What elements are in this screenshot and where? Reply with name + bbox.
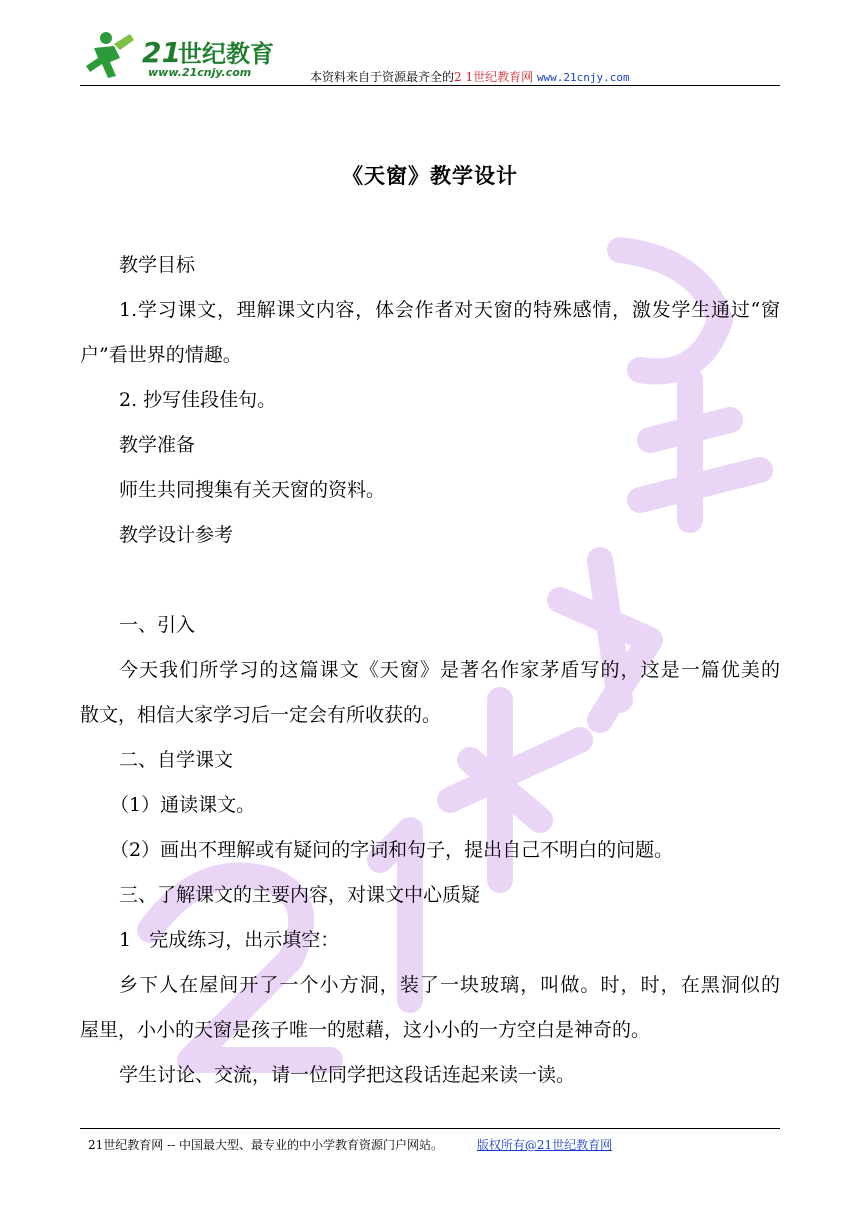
page-title: 《天窗》教学设计 xyxy=(342,164,518,188)
copyright-link[interactable]: 版权所有@21世纪教育网 xyxy=(476,1138,613,1152)
paragraph-line: 屋里，小小的天窗是孩子唯一的慰藉，这小小的一方空白是神奇的。 xyxy=(80,1019,651,1041)
paragraph-line: 1.学习课文，理解课文内容，体会作者对天窗的特殊感情，激发学生通过“窗 xyxy=(119,299,780,321)
header-brand: 2 1世纪教育网 xyxy=(454,70,534,84)
page-header xyxy=(80,28,780,88)
heading-design-reference: 教学设计参考 xyxy=(119,524,234,546)
paragraph-line: 1 完成练习，出示填空： xyxy=(119,929,340,951)
paragraph-line: 户”看世界的情趣。 xyxy=(80,344,242,366)
heading-teaching-prep: 教学准备 xyxy=(119,434,196,456)
header-source-note xyxy=(310,68,630,85)
paragraph-line: 散文，相信大家学习后一定会有所收获的。 xyxy=(80,704,442,726)
header-note-prefix: 本资料来自于资源最齐全的 xyxy=(310,70,455,84)
paragraph-line: 今天我们所学习的这篇课文《天窗》是著名作家茅盾写的，这是一篇优美的 xyxy=(119,659,780,681)
paragraph-line: 2. 抄写佳段佳句。 xyxy=(119,389,277,411)
section-heading: 一、引入 xyxy=(119,614,196,636)
footer-divider xyxy=(80,1128,780,1129)
page-footer xyxy=(88,1136,612,1153)
svg-text:21: 21 xyxy=(142,36,181,69)
header-divider xyxy=(80,85,780,86)
header-url-link[interactable]: www.21cnjy.com xyxy=(536,71,630,84)
list-item: （2）画出不理解或有疑问的字词和句子，提出自己不明白的问题。 xyxy=(110,839,674,861)
footer-text: 21世纪教育网 -- 中国最大型、最专业的中小学教育资源门户网站。 xyxy=(88,1138,444,1152)
svg-text:www.21cnjy.com: www.21cnjy.com xyxy=(148,66,252,79)
site-logo xyxy=(80,28,290,84)
svg-text:世纪教育: 世纪教育 xyxy=(178,40,274,68)
heading-teaching-goals: 教学目标 xyxy=(119,254,196,276)
section-heading: 二、自学课文 xyxy=(119,749,234,771)
paragraph-line: 师生共同搜集有关天窗的资料。 xyxy=(119,479,386,501)
paragraph-line: 学生讨论、交流，请一位同学把这段话连起来读一读。 xyxy=(119,1064,576,1086)
section-heading: 三、了解课文的主要内容，对课文中心质疑 xyxy=(119,884,481,906)
paragraph-line: 乡下人在屋间开了一个小方洞，装了一块玻璃，叫做。时，时，在黑洞似的 xyxy=(119,974,780,996)
list-item: （1）通读课文。 xyxy=(110,794,256,816)
